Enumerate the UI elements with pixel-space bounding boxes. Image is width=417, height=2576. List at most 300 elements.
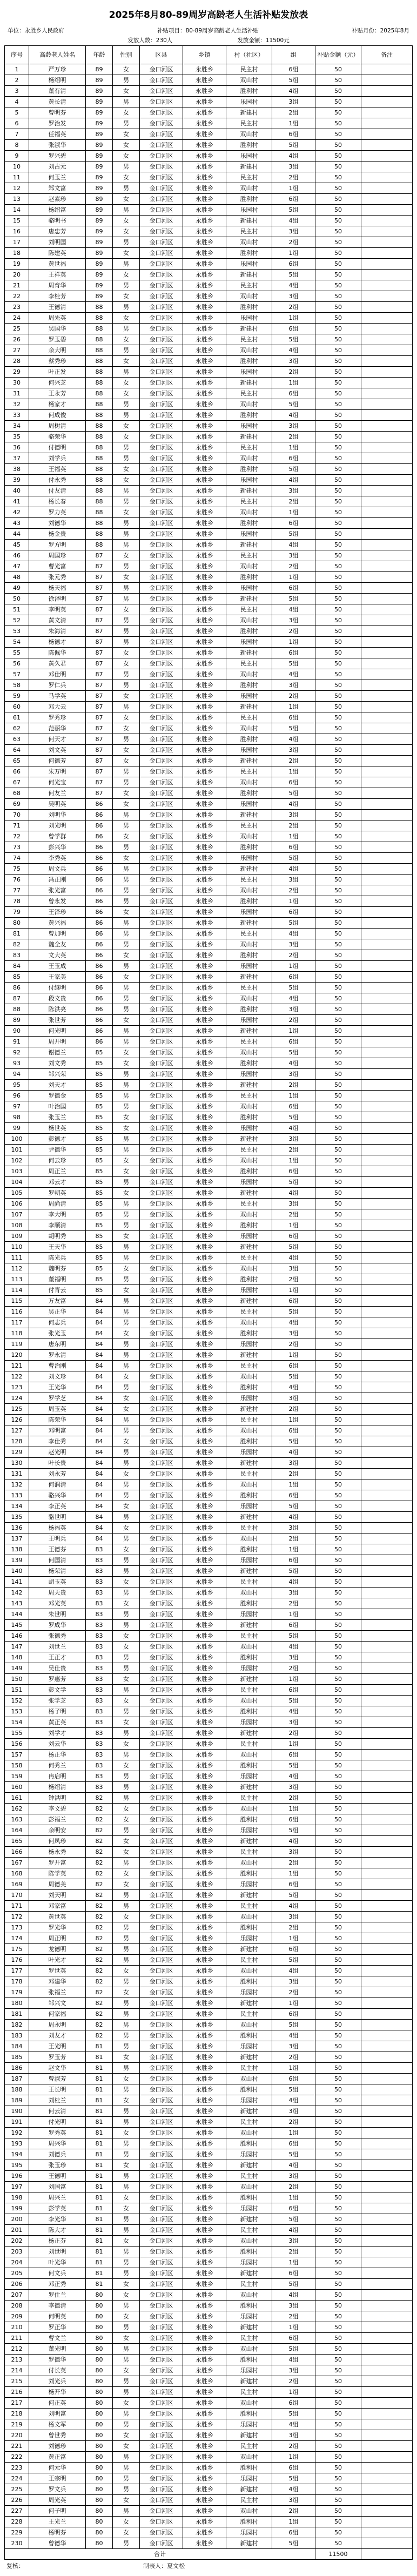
remark-cell	[361, 1188, 413, 1198]
amount-cell: 50	[315, 367, 361, 377]
district-cell: 金口河区	[140, 831, 183, 842]
elder-name-cell: 朱海清	[29, 626, 86, 636]
age-cell: 89	[86, 248, 113, 258]
village-cell: 乐园村	[226, 97, 272, 107]
elder-name-cell: 陈光兵	[29, 1253, 86, 1263]
amount-cell: 50	[315, 1145, 361, 1155]
village-cell: 新建村	[226, 1404, 272, 1414]
gender-cell: 男	[113, 1134, 140, 1144]
row-index-cell: 184	[5, 2041, 29, 2052]
group-cell: 4组	[272, 1901, 315, 1911]
group-cell: 1组	[272, 1091, 315, 1101]
gender-cell: 女	[113, 1836, 140, 1846]
village-cell: 乐园村	[226, 205, 272, 215]
township-cell: 永胜乡	[183, 334, 226, 345]
age-cell: 83	[86, 1760, 113, 1771]
township-cell: 永胜乡	[183, 1512, 226, 1522]
amount-cell: 50	[315, 734, 361, 744]
elder-name-cell: 周兴兰	[29, 2192, 86, 2203]
row-index-cell: 60	[5, 702, 29, 712]
remark-cell	[361, 1479, 413, 1490]
district-cell: 金口河区	[140, 237, 183, 247]
township-cell: 永胜乡	[183, 1069, 226, 1079]
township-cell: 永胜乡	[183, 1814, 226, 1825]
township-cell: 永胜乡	[183, 885, 226, 896]
group-cell: 6组	[272, 2463, 315, 2473]
village-cell: 民主村	[226, 1037, 272, 1047]
township-cell: 永胜乡	[183, 1253, 226, 1263]
village-cell: 双山村	[226, 345, 272, 355]
group-cell: 6组	[272, 2203, 315, 2214]
township-cell: 永胜乡	[183, 2419, 226, 2430]
amount-cell: 50	[315, 1479, 361, 1490]
amount-cell: 50	[315, 842, 361, 852]
elder-name-cell: 郑文富	[29, 183, 86, 193]
group-cell: 5组	[272, 853, 315, 863]
gender-cell: 男	[113, 162, 140, 172]
remark-cell	[361, 2495, 413, 2505]
remark-cell	[361, 2344, 413, 2354]
group-cell: 5组	[272, 1955, 315, 1965]
village-cell: 胜利村	[226, 464, 272, 474]
remark-cell	[361, 1209, 413, 1220]
group-cell: 4组	[272, 1123, 315, 1133]
township-cell: 永胜乡	[183, 1166, 226, 1176]
remark-cell	[361, 1825, 413, 1835]
remark-cell	[361, 1015, 413, 1025]
remark-cell	[361, 237, 413, 247]
table-row	[5, 2398, 413, 2409]
row-index-cell: 75	[5, 864, 29, 874]
gender-cell: 男	[113, 1458, 140, 1468]
remark-cell	[361, 1026, 413, 1036]
remark-cell	[361, 2484, 413, 2494]
table-row	[5, 1512, 413, 1523]
amount-cell: 50	[315, 712, 361, 723]
amount-cell: 50	[315, 1101, 361, 1112]
group-cell: 6组	[272, 1814, 315, 1825]
row-index-cell: 33	[5, 410, 29, 420]
elder-name-cell: 王光明	[29, 2041, 86, 2052]
table-row	[5, 1317, 413, 1328]
township-cell: 永胜乡	[183, 2020, 226, 2030]
remark-cell	[361, 194, 413, 204]
table-row	[5, 1782, 413, 1793]
village-cell: 胜利村	[226, 1166, 272, 1176]
district-cell: 金口河区	[140, 1501, 183, 1511]
remark-cell	[361, 1890, 413, 1900]
row-index-cell: 81	[5, 929, 29, 939]
remark-cell	[361, 442, 413, 453]
amount-cell: 50	[315, 1080, 361, 1090]
elder-name-cell: 刘世兰	[29, 1642, 86, 1652]
village-cell: 民主村	[226, 766, 272, 777]
village-cell: 双山村	[226, 399, 272, 409]
remark-cell	[361, 2279, 413, 2289]
elder-name-cell: 杨福英	[29, 1523, 86, 1533]
elder-name-cell: 周国珍	[29, 550, 86, 561]
township-cell: 永胜乡	[183, 550, 226, 561]
age-cell: 84	[86, 1393, 113, 1403]
table-row	[5, 2214, 413, 2225]
age-cell: 88	[86, 334, 113, 345]
district-cell: 金口河区	[140, 1631, 183, 1641]
gender-cell: 女	[113, 151, 140, 161]
gender-cell: 男	[113, 918, 140, 928]
remark-cell	[361, 2452, 413, 2462]
township-cell: 永胜乡	[183, 2203, 226, 2214]
table-row	[5, 1858, 413, 1868]
age-cell: 88	[86, 496, 113, 507]
amount-cell: 50	[315, 1134, 361, 1144]
gender-cell: 男	[113, 2063, 140, 2073]
district-cell: 金口河区	[140, 183, 183, 193]
elder-name-cell: 刘桂兰	[29, 2095, 86, 2106]
amount-cell: 50	[315, 2441, 361, 2451]
amount-cell: 50	[315, 2322, 361, 2332]
village-cell: 胜利村	[226, 2030, 272, 2041]
village-cell: 胜利村	[226, 1004, 272, 1014]
row-index-cell: 208	[5, 2301, 29, 2311]
township-cell: 永胜乡	[183, 324, 226, 334]
table-row	[5, 1933, 413, 1944]
amount-cell: 50	[315, 929, 361, 939]
table-row	[5, 2517, 413, 2527]
district-cell: 金口河区	[140, 2257, 183, 2268]
gender-cell: 男	[113, 2473, 140, 2484]
district-cell: 金口河区	[140, 2192, 183, 2203]
township-cell: 永胜乡	[183, 2128, 226, 2138]
age-cell: 81	[86, 2149, 113, 2160]
district-cell: 金口河区	[140, 356, 183, 366]
age-cell: 83	[86, 1631, 113, 1641]
remark-cell	[361, 1285, 413, 1295]
remark-cell	[361, 107, 413, 118]
village-cell: 胜利村	[226, 1760, 272, 1771]
district-cell: 金口河区	[140, 1955, 183, 1965]
village-cell: 乐园村	[226, 1825, 272, 1835]
row-index-cell: 106	[5, 1199, 29, 1209]
table-row	[5, 2095, 413, 2106]
amount-cell: 50	[315, 950, 361, 960]
district-cell: 金口河区	[140, 972, 183, 982]
gender-cell: 男	[113, 486, 140, 496]
township-cell: 永胜乡	[183, 1080, 226, 1090]
district-cell: 金口河区	[140, 486, 183, 496]
group-cell: 6组	[272, 1490, 315, 1501]
table-row	[5, 669, 413, 680]
group-cell: 6组	[272, 1296, 315, 1306]
village-cell: 民主村	[226, 2333, 272, 2343]
table-row	[5, 1879, 413, 1890]
township-cell: 永胜乡	[183, 2463, 226, 2473]
district-cell: 金口河区	[140, 1814, 183, 1825]
township-cell: 永胜乡	[183, 1415, 226, 1425]
group-cell: 2组	[272, 1015, 315, 1025]
township-cell: 永胜乡	[183, 820, 226, 831]
table-row	[5, 594, 413, 604]
remark-cell	[361, 1425, 413, 1436]
row-index-cell: 85	[5, 972, 29, 982]
group-cell: 2组	[272, 885, 315, 896]
district-cell: 金口河区	[140, 1112, 183, 1122]
table-row	[5, 1544, 413, 1555]
elder-name-cell: 李仕秀	[29, 1436, 86, 1447]
group-cell: 5组	[272, 205, 315, 215]
group-cell: 2组	[272, 107, 315, 118]
remark-cell	[361, 1220, 413, 1230]
village-cell: 民主村	[226, 1685, 272, 1695]
group-cell: 6组	[272, 194, 315, 204]
remark-cell	[361, 1901, 413, 1911]
header-age: 年龄	[86, 46, 113, 64]
village-cell: 新建村	[226, 1674, 272, 1684]
village-cell: 民主村	[226, 1253, 272, 1263]
village-cell: 民主村	[226, 983, 272, 993]
age-cell: 81	[86, 2160, 113, 2170]
gender-cell: 男	[113, 885, 140, 896]
amount-cell: 50	[315, 1026, 361, 1036]
row-index-cell: 202	[5, 2236, 29, 2246]
amount-cell: 50	[315, 2290, 361, 2300]
district-cell: 金口河区	[140, 2171, 183, 2181]
remark-cell	[361, 1663, 413, 1673]
gender-cell: 男	[113, 1750, 140, 1760]
age-cell: 81	[86, 2041, 113, 2052]
group-cell: 5组	[272, 75, 315, 85]
township-cell: 永胜乡	[183, 345, 226, 355]
amount-cell: 50	[315, 540, 361, 550]
table-row	[5, 1091, 413, 1101]
elder-name-cell: 罗朝英	[29, 1188, 86, 1198]
township-cell: 永胜乡	[183, 1706, 226, 1717]
gender-cell: 女	[113, 2128, 140, 2138]
gender-cell: 女	[113, 129, 140, 139]
remark-cell	[361, 2171, 413, 2181]
remark-cell	[361, 2290, 413, 2300]
district-cell: 金口河区	[140, 2376, 183, 2386]
remark-cell	[361, 1868, 413, 1879]
gender-cell: 男	[113, 453, 140, 463]
amount-cell: 50	[315, 1523, 361, 1533]
group-cell: 5组	[272, 1631, 315, 1641]
table-row	[5, 1631, 413, 1642]
row-index-cell: 224	[5, 2473, 29, 2484]
total-row-label: 合计	[5, 2549, 315, 2559]
elder-name-cell: 陈洪亮	[29, 1004, 86, 1014]
row-index-cell: 137	[5, 1534, 29, 1544]
elder-name-cell: 周光英	[29, 2495, 86, 2505]
elder-name-cell: 段文贵	[29, 993, 86, 1004]
township-cell: 永胜乡	[183, 1836, 226, 1846]
township-cell: 永胜乡	[183, 1134, 226, 1144]
remark-cell	[361, 475, 413, 485]
elder-name-cell: 刘国富	[29, 2182, 86, 2192]
township-cell: 永胜乡	[183, 2095, 226, 2106]
remark-cell	[361, 799, 413, 809]
table-row	[5, 702, 413, 712]
amount-cell: 50	[315, 118, 361, 129]
gender-cell: 男	[113, 669, 140, 680]
gender-cell: 男	[113, 875, 140, 885]
village-cell: 乐园村	[226, 1933, 272, 1943]
age-cell: 80	[86, 2441, 113, 2451]
elder-name-cell: 杨世英	[29, 1123, 86, 1133]
group-cell: 3组	[272, 1458, 315, 1468]
gender-cell: 男	[113, 637, 140, 647]
district-cell: 金口河区	[140, 496, 183, 507]
elder-name-cell: 周天贵	[29, 1588, 86, 1598]
township-cell: 永胜乡	[183, 2236, 226, 2246]
row-index-cell: 130	[5, 1458, 29, 1468]
elder-name-cell: 曾世秀	[29, 2430, 86, 2440]
remark-cell	[361, 950, 413, 960]
group-cell: 1组	[272, 248, 315, 258]
amount-cell: 50	[315, 1847, 361, 1857]
age-cell: 85	[86, 1155, 113, 1166]
gender-cell: 男	[113, 1004, 140, 1014]
township-cell: 永胜乡	[183, 1609, 226, 1619]
age-cell: 80	[86, 2419, 113, 2430]
unit-label: 单位：永胜乡人民政府	[8, 28, 64, 34]
age-cell: 83	[86, 1577, 113, 1587]
district-cell: 金口河区	[140, 1804, 183, 1814]
amount-cell: 50	[315, 2214, 361, 2224]
row-index-cell: 66	[5, 766, 29, 777]
gender-cell: 女	[113, 172, 140, 183]
row-index-cell: 162	[5, 1804, 29, 1814]
table-row	[5, 2020, 413, 2030]
district-cell: 金口河区	[140, 2084, 183, 2095]
group-cell: 4组	[272, 345, 315, 355]
gender-cell: 女	[113, 1631, 140, 1641]
township-cell: 永胜乡	[183, 637, 226, 647]
age-cell: 88	[86, 302, 113, 312]
gender-cell: 男	[113, 237, 140, 247]
township-cell: 永胜乡	[183, 2106, 226, 2116]
village-cell: 乐园村	[226, 2041, 272, 2052]
table-row	[5, 1998, 413, 2009]
township-cell: 永胜乡	[183, 1771, 226, 1781]
remark-cell	[361, 248, 413, 258]
village-cell: 新建村	[226, 216, 272, 226]
village-cell: 新建村	[226, 2538, 272, 2548]
village-cell: 胜利村	[226, 1652, 272, 1663]
row-index-cell: 82	[5, 939, 29, 950]
table-row	[5, 648, 413, 658]
group-cell: 6组	[272, 712, 315, 723]
gender-cell: 男	[113, 1080, 140, 1090]
row-index-cell: 218	[5, 2409, 29, 2419]
village-cell: 乐园村	[226, 475, 272, 485]
row-index-cell: 200	[5, 2214, 29, 2224]
gender-cell: 男	[113, 2387, 140, 2397]
remark-cell	[361, 842, 413, 852]
table-row	[5, 1058, 413, 1069]
township-cell: 永胜乡	[183, 766, 226, 777]
remark-cell	[361, 972, 413, 982]
amount-cell: 50	[315, 572, 361, 582]
reviewer-label: 复核：	[6, 2562, 24, 2570]
district-cell: 金口河区	[140, 1328, 183, 1339]
district-cell: 金口河区	[140, 205, 183, 215]
row-index-cell: 213	[5, 2355, 29, 2365]
table-row	[5, 583, 413, 594]
row-index-cell: 52	[5, 615, 29, 625]
table-row	[5, 2365, 413, 2376]
amount-cell: 50	[315, 2344, 361, 2354]
table-row	[5, 993, 413, 1004]
village-cell: 胜利村	[226, 734, 272, 744]
amount-cell: 50	[315, 1739, 361, 1749]
township-cell: 永胜乡	[183, 1393, 226, 1403]
gender-cell: 男	[113, 939, 140, 950]
amount-cell: 50	[315, 2106, 361, 2116]
table-row	[5, 637, 413, 648]
remark-cell	[361, 1307, 413, 1317]
remark-cell	[361, 1631, 413, 1641]
elder-name-cell: 罗秀英	[29, 2128, 86, 2138]
district-cell: 金口河区	[140, 140, 183, 150]
township-cell: 永胜乡	[183, 1091, 226, 1101]
table-row	[5, 421, 413, 432]
township-cell: 永胜乡	[183, 432, 226, 442]
elder-name-cell: 李正英	[29, 1501, 86, 1511]
remark-cell	[361, 1155, 413, 1166]
gender-cell: 女	[113, 972, 140, 982]
gender-cell: 女	[113, 712, 140, 723]
gender-cell: 男	[113, 1890, 140, 1900]
row-index-cell: 53	[5, 626, 29, 636]
row-index-cell: 220	[5, 2430, 29, 2440]
district-cell: 金口河区	[140, 2527, 183, 2538]
row-index-cell: 146	[5, 1631, 29, 1641]
table-row	[5, 658, 413, 669]
group-cell: 2组	[272, 2247, 315, 2257]
village-cell: 胜利村	[226, 1868, 272, 1879]
age-cell: 80	[86, 2495, 113, 2505]
township-cell: 永胜乡	[183, 1955, 226, 1965]
township-cell: 永胜乡	[183, 2527, 226, 2538]
remark-cell	[361, 756, 413, 766]
gender-cell: 男	[113, 2322, 140, 2332]
header-district: 区县	[140, 46, 183, 64]
township-cell: 永胜乡	[183, 1145, 226, 1155]
village-cell: 乐园村	[226, 907, 272, 917]
elder-name-cell: 赵素珍	[29, 194, 86, 204]
table-row	[5, 1166, 413, 1177]
table-row	[5, 259, 413, 270]
age-cell: 85	[86, 1274, 113, 1284]
amount-cell: 50	[315, 2084, 361, 2095]
amount-cell: 50	[315, 604, 361, 615]
elder-name-cell: 李秀英	[29, 853, 86, 863]
amount-cell: 50	[315, 496, 361, 507]
township-cell: 永胜乡	[183, 1544, 226, 1555]
township-cell: 永胜乡	[183, 1404, 226, 1414]
district-cell: 金口河区	[140, 983, 183, 993]
gender-cell: 女	[113, 831, 140, 842]
amount-cell: 50	[315, 1858, 361, 1868]
township-cell: 永胜乡	[183, 1598, 226, 1609]
district-cell: 金口河区	[140, 1382, 183, 1393]
remark-cell	[361, 1652, 413, 1663]
amount-cell: 50	[315, 648, 361, 658]
gender-cell: 男	[113, 2506, 140, 2516]
remark-cell	[361, 1793, 413, 1803]
amount-cell: 50	[315, 1069, 361, 1079]
amount-cell: 50	[315, 1447, 361, 1457]
